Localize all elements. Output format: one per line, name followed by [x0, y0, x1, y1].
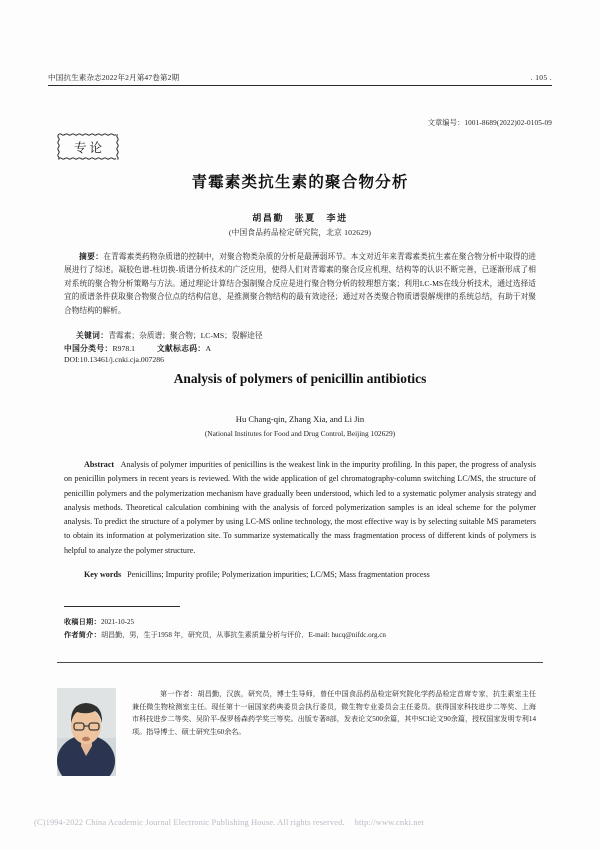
- abstract-chinese: [64, 250, 536, 317]
- authors-chinese: 胡昌勤 张夏 李进: [252, 213, 348, 223]
- affiliation-chinese: (中国食品药品检定研究院，北京 102629): [228, 228, 372, 237]
- author-note-value: 胡昌勤，男，生于1958 年，研究员，从事抗生素质量分析与评价．E-mail: hucq@nifdc.org.cn: [100, 631, 386, 640]
- clc-value: R978.1: [112, 344, 135, 353]
- authors-english: Hu Chang-qin, Zhang Xia, and Li Jin: [235, 414, 365, 424]
- abstract-chinese-body: 在青霉素类药物杂质谱的控制中，对聚合物类杂质的分析是最薄弱环节。本文对近年来青霉素类抗生素在聚合物分析中取得的进展进行了综述。凝胶色谱-柱切换-质谱分析技术的广泛应用，使得人们对青霉素的聚合反应机理、结构等的认识不断完善，已逐渐形成了相对系统的聚合物分析策略与方法。通过理论计算结合强制聚合反应是进行聚合物分析的较理想方案；利用LC-MS在线分析技术，通过选择适宜的质谱条件获取聚合物聚合位点的结构信息，是推测聚合物结构的最有效途径；通过对各类聚合物质谱裂解规律的系统总结，有助于对聚合物结构的解析。: [64, 252, 536, 315]
- keywords-chinese: [76, 329, 536, 342]
- keywords-english: [64, 568, 536, 582]
- clc-label: 中国分类号：: [64, 344, 113, 353]
- author-note-label: 作者简介：: [64, 631, 101, 640]
- author-portrait-icon: [57, 688, 116, 776]
- page-title-english: Analysis of polymers of penicillin antibiotics: [173, 371, 427, 386]
- keywords-chinese-label: 关键词：: [76, 331, 109, 340]
- abstract-chinese-label: 摘要：: [79, 252, 104, 261]
- cnki-footer: [34, 818, 424, 827]
- running-head: [48, 72, 552, 83]
- abstract-english-label: Abstract: [84, 460, 115, 469]
- document-code-value: A: [205, 344, 212, 353]
- cnki-url[interactable]: http://www.cnki.net: [354, 818, 424, 827]
- received-date-line: [64, 616, 536, 628]
- received-date-label: 收稿日期：: [64, 618, 101, 626]
- received-date-value: 2021-10-25: [100, 618, 135, 626]
- keywords-english-body: Penicillins; Impurity profile; Polymerization impurities; LC/MS; Mass fragmentation process: [127, 570, 430, 579]
- footnote-divider: [64, 606, 180, 607]
- bio-divider: [57, 662, 543, 663]
- section-badge-frame: [57, 133, 119, 160]
- article-number: 文章编号：1001-8689(2022)02-0105-09: [427, 119, 552, 127]
- running-head-journal: 中国抗生素杂志2022年2月第47卷第2期: [48, 73, 180, 82]
- author-note-line: [64, 629, 536, 641]
- keywords-chinese-body: 青霉素；杂质谱；聚合物；LC-MS；裂解途径: [108, 331, 263, 340]
- classification-line: [64, 342, 211, 355]
- author-bio-label: 第一作者：: [160, 690, 198, 698]
- doi-line[interactable]: DOI:10.13461/j.cnki.cja.007286: [64, 355, 164, 364]
- abstract-english: [64, 458, 536, 558]
- abstract-english-body: Analysis of polymer impurities of penicillins is the weakest link in the impurity profiling. In this paper, the progress of analysis on penicillin polymers in recent years is reviewed. With the wide application of gel chromatography-column switching LC/MS, the structure of penicillin polymers and the polymerization mechanism have gradually been understood, which led to a systematic polymer analysis strategy and analysis methods. Theoretical calculation combining with the analysis of forced polymerization samples is an ideal scheme for the polymer analysis. To predict the structure of a polymer by using LC-MS online technology, the most effective way is by selecting suitable MS parameters to obtain its information at polymerization site. To summarize systematically the mass fragmentation process of different kinds of polymers is helpful to analyze the polymer structure.: [64, 460, 536, 555]
- header-divider: [48, 85, 552, 86]
- keywords-english-label: Key words: [84, 570, 122, 579]
- affiliation-english: (National Institutes for Food and Drug Control, Beijing 102629): [204, 429, 396, 438]
- author-bio-text: [132, 688, 536, 738]
- page-title-chinese: 青霉素类抗生素的聚合物分析: [191, 173, 409, 191]
- author-photo: [57, 688, 116, 776]
- section-badge-label: 专论: [73, 140, 105, 155]
- cnki-copyright: (C)1994-2022 China Academic Journal Electronic Publishing House. All rights reserved.: [34, 818, 345, 827]
- author-bio-body: 胡昌勤，汉族，研究员，博士生导师，曾任中国食品药品检定研究院化学药品检定首席专家，抗生素室主任兼任微生物检测室主任。现任第十一届国家药典委员会执行委员，微生物专业委员会主任委员。获得国家科技进步二等奖、上海市科技进步二等奖、吴阶平-保罗杨森药学奖三等奖。出版专著8部，发表论文500余篇，其中SCI论文90余篇，授权国家发明专利14项。指导博士、硕士研究生60余名。: [132, 690, 537, 736]
- document-code-label: 文献标志码：: [156, 344, 206, 353]
- footnote-block: [64, 616, 536, 643]
- running-head-page-number: . 105 .: [530, 73, 552, 82]
- section-badge: [57, 133, 119, 160]
